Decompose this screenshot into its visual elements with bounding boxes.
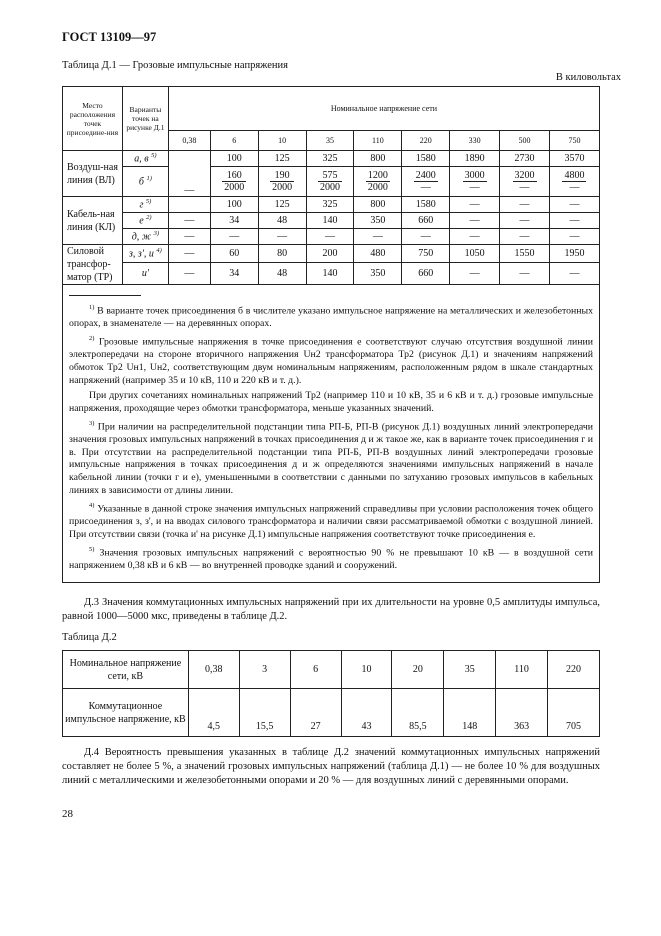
row-label-nominal-voltage: Номинальное напряжение сети, кВ: [63, 651, 189, 689]
paragraph-d3: Д.3 Значения коммутационных импульсных напряжений при их длительности на уровне 0,5 амплитуды импульса, равной 1000—5000 мкс, приведены в таблице Д.2.: [62, 597, 600, 622]
value-cell: 800: [354, 151, 402, 167]
value-cell: —: [549, 229, 599, 245]
value-cell: 100: [210, 197, 258, 213]
footnote-2-continued: При других сочетаниях номинальных напряжений Тр2 (например 110 и 10 кВ, 35 и 6 кВ и т. д.) грозовые импульсные напряжения, проходящие через обмотки трансформатора, меньше указанных значений.: [69, 390, 593, 414]
value-cell: —: [306, 229, 354, 245]
table2-cell: 0,38: [188, 651, 239, 689]
value-cell: —: [210, 229, 258, 245]
footnote-rule: [69, 295, 141, 296]
value-cell: 750: [402, 245, 450, 263]
voltage-header: 220: [402, 131, 450, 151]
value-cell: —: [450, 229, 500, 245]
fraction-cell: $\frac{190}{2000}$: [258, 167, 306, 197]
variant-cell: г $^{5)}$: [122, 197, 168, 213]
footnote-2: $^{2)}$ Грозовые импульсные напряжения в точке присоединения е соответствуют случаю отсутствия воздушной линии электропередачи на стороне вторичного напряжения Uн2 трансформатора Тр2 (рисунок Д.1) и значениям напряжений обмоток Тр2 Uн1, Uн2, соответствующим двум номинальным напряжениям, расположенным рядом в шкале стандартных напряжений (например 35 и 10 кВ, 110 и 220 кВ и т. д.).: [69, 335, 594, 386]
table2-cell: 3: [239, 651, 290, 689]
value-cell: —: [450, 213, 500, 229]
voltage-header: 110: [354, 131, 402, 151]
value-cell: 140: [306, 263, 354, 285]
document-header: ГОСТ 13109—97: [62, 30, 157, 44]
variant-cell: з, з', и $^{4)}$: [122, 245, 168, 263]
value-cell: —: [549, 213, 599, 229]
voltage-header: 330: [450, 131, 500, 151]
value-cell: —: [258, 229, 306, 245]
value-cell: —: [450, 263, 500, 285]
footnote-4: $^{4)}$ Указанные в данной строке значения импульсных напряжений справедливы при условии расположения точек общего присоединения з, з', и на вводах силового трансформатора и наличии связи рассматриваемой обмотки с воздушной линией. При отсутствии связи (точка и' на рисунке Д.1) импульсные напряжения соответствуют точке присоединения е.: [69, 502, 593, 540]
value-cell: 1050: [450, 245, 500, 263]
table-d2: [62, 650, 600, 737]
value-cell: —: [168, 245, 210, 263]
value-cell: —: [168, 213, 210, 229]
value-cell: —: [500, 229, 550, 245]
value-cell: —: [500, 263, 550, 285]
table2-cell: 6: [290, 651, 341, 689]
value-cell: 34: [210, 263, 258, 285]
value-cell: 200: [306, 245, 354, 263]
value-cell: 125: [258, 151, 306, 167]
value-cell: 1890: [450, 151, 500, 167]
page-number: 28: [62, 808, 73, 820]
value-cell: 800: [354, 197, 402, 213]
voltage-header: 10: [258, 131, 306, 151]
table-d1: [62, 86, 600, 583]
variant-cell: а, в $^{5)}$: [122, 151, 168, 167]
table2-cell: 705: [548, 689, 600, 737]
group-cable-line: Кабель-ная линия (КЛ): [63, 197, 123, 245]
row-label-switching-voltage: Коммутационное импульсное напряжение, кВ: [63, 689, 189, 737]
footnote-5: $^{5)}$ Значения грозовых импульсных напряжений с вероятностью 90 % не превышают 10 кВ — в воздушной сети напряжением 0,38 кВ и 6 кВ — во внутренней проводке зданий и сооружений.: [69, 546, 594, 572]
paragraph-d4: Д.4 Вероятность превышения указанных в таблице Д.2 значений коммутационных импульсных напряжений составляет не более 5 %, а значений грозовых импульсных напряжений (таблица Д.1) — не более 10 % для воздушных линий с металлическими и железобетонными опорами и 20 % — для воздушных линий с деревянными опорами.: [62, 747, 600, 786]
variant-cell: б $^{1)}$: [122, 167, 168, 197]
table2-cell: 10: [341, 651, 392, 689]
value-cell: —: [549, 197, 599, 213]
value-cell: 1550: [500, 245, 550, 263]
table2-cell: 110: [496, 651, 548, 689]
value-cell: —: [168, 229, 210, 245]
value-cell: 1950: [549, 245, 599, 263]
value-cell: 140: [306, 213, 354, 229]
variant-cell: д, ж $^{3)}$: [122, 229, 168, 245]
fraction-cell: $\frac{1200}{2000}$: [354, 167, 402, 197]
fraction-cell: $\frac{575}{2000}$: [306, 167, 354, 197]
voltage-header: 6: [210, 131, 258, 151]
table2-cell: 43: [341, 689, 392, 737]
fraction-cell: $\frac{3000}{—}$: [450, 167, 500, 197]
header-place: Место расположения точек присоедине-ния: [63, 87, 123, 151]
table2-cell: 148: [444, 689, 496, 737]
value-cell: —: [500, 213, 550, 229]
header-variants: Варианты точек на рисунке Д.1: [122, 87, 168, 151]
table1-units: В киловольтах: [555, 72, 621, 83]
fraction-cell: $\frac{2400}{—}$: [402, 167, 450, 197]
value-cell: 1580: [402, 151, 450, 167]
value-cell: 48: [258, 263, 306, 285]
value-cell: 325: [306, 151, 354, 167]
value-cell: —: [354, 229, 402, 245]
value-cell: 48: [258, 213, 306, 229]
group-power-transformer: Силовой трансфор-матор (ТР): [63, 245, 123, 285]
table2-cell: 15,5: [239, 689, 290, 737]
table2-cell: 4,5: [188, 689, 239, 737]
value-cell: 660: [402, 213, 450, 229]
table1-notes: [63, 285, 600, 583]
value-cell: 100: [210, 151, 258, 167]
value-cell: —: [168, 263, 210, 285]
fraction-cell: $\frac{4800}{—}$: [549, 167, 599, 197]
voltage-header: 0,38: [168, 131, 210, 151]
value-cell: [168, 197, 210, 213]
value-cell: 80: [258, 245, 306, 263]
footnote-3: $^{3)}$ При наличии на распределительной подстанции типа РП-Б, РП-В (рисунок Д.1) воздушных линий электропередачи значения грозовых импульсных напряжений в точках присоединения д и ж такое же, как в варианте точек присоединения г и в. При отсутствии на распределительной подстанции типа РП-Б, РП-В воздушных линий электропередачи грозовые импульсные напряжения в точках присоединения д и ж определяются значениями импульсных напряжений в начале кабельной линии (точки г и е), уменьшенными в соответствии с данными по затуханию грозовых импульсов в кабельных линиях в зависимости от длины линии.: [69, 420, 593, 496]
value-cell: 1580: [402, 197, 450, 213]
group-overhead-line: Воздуш-ная линия (ВЛ): [63, 151, 123, 197]
value-cell: [168, 151, 210, 167]
voltage-header: 750: [549, 131, 599, 151]
table2-cell: 35: [444, 651, 496, 689]
value-cell: —: [450, 197, 500, 213]
value-cell: 660: [402, 263, 450, 285]
fraction-cell: $\frac{160}{2000}$: [210, 167, 258, 197]
value-cell: —: [500, 197, 550, 213]
value-cell: 325: [306, 197, 354, 213]
value-cell: 34: [210, 213, 258, 229]
table1-caption: Таблица Д.1 — Грозовые импульсные напряжения: [62, 60, 288, 71]
footnote-1: $^{1)}$ В варианте точек присоединения б в числителе указано импульсное напряжение на металлических и железобетонных опорах, в знаменателе — на деревянных опорах.: [69, 304, 593, 329]
fraction-cell: $\frac{3200}{—}$: [500, 167, 550, 197]
voltage-header: 35: [306, 131, 354, 151]
value-cell: 350: [354, 213, 402, 229]
table2-caption: Таблица Д.2: [62, 632, 117, 643]
value-cell: —: [549, 263, 599, 285]
table2-cell: 27: [290, 689, 341, 737]
table2-cell: 20: [392, 651, 444, 689]
table2-cell: 220: [548, 651, 600, 689]
variant-cell: е $^{2)}$: [122, 213, 168, 229]
value-cell: 350: [354, 263, 402, 285]
header-nominal-voltage: Номинальное напряжение сети: [168, 87, 599, 131]
value-cell: 125: [258, 197, 306, 213]
table2-cell: 85,5: [392, 689, 444, 737]
value-cell: —: [402, 229, 450, 245]
value-cell: 60: [210, 245, 258, 263]
value-cell: —: [168, 167, 210, 197]
variant-cell: и': [122, 263, 168, 285]
table2-cell: 363: [496, 689, 548, 737]
value-cell: 3570: [549, 151, 599, 167]
voltage-header: 500: [500, 131, 550, 151]
value-cell: 2730: [500, 151, 550, 167]
value-cell: 480: [354, 245, 402, 263]
